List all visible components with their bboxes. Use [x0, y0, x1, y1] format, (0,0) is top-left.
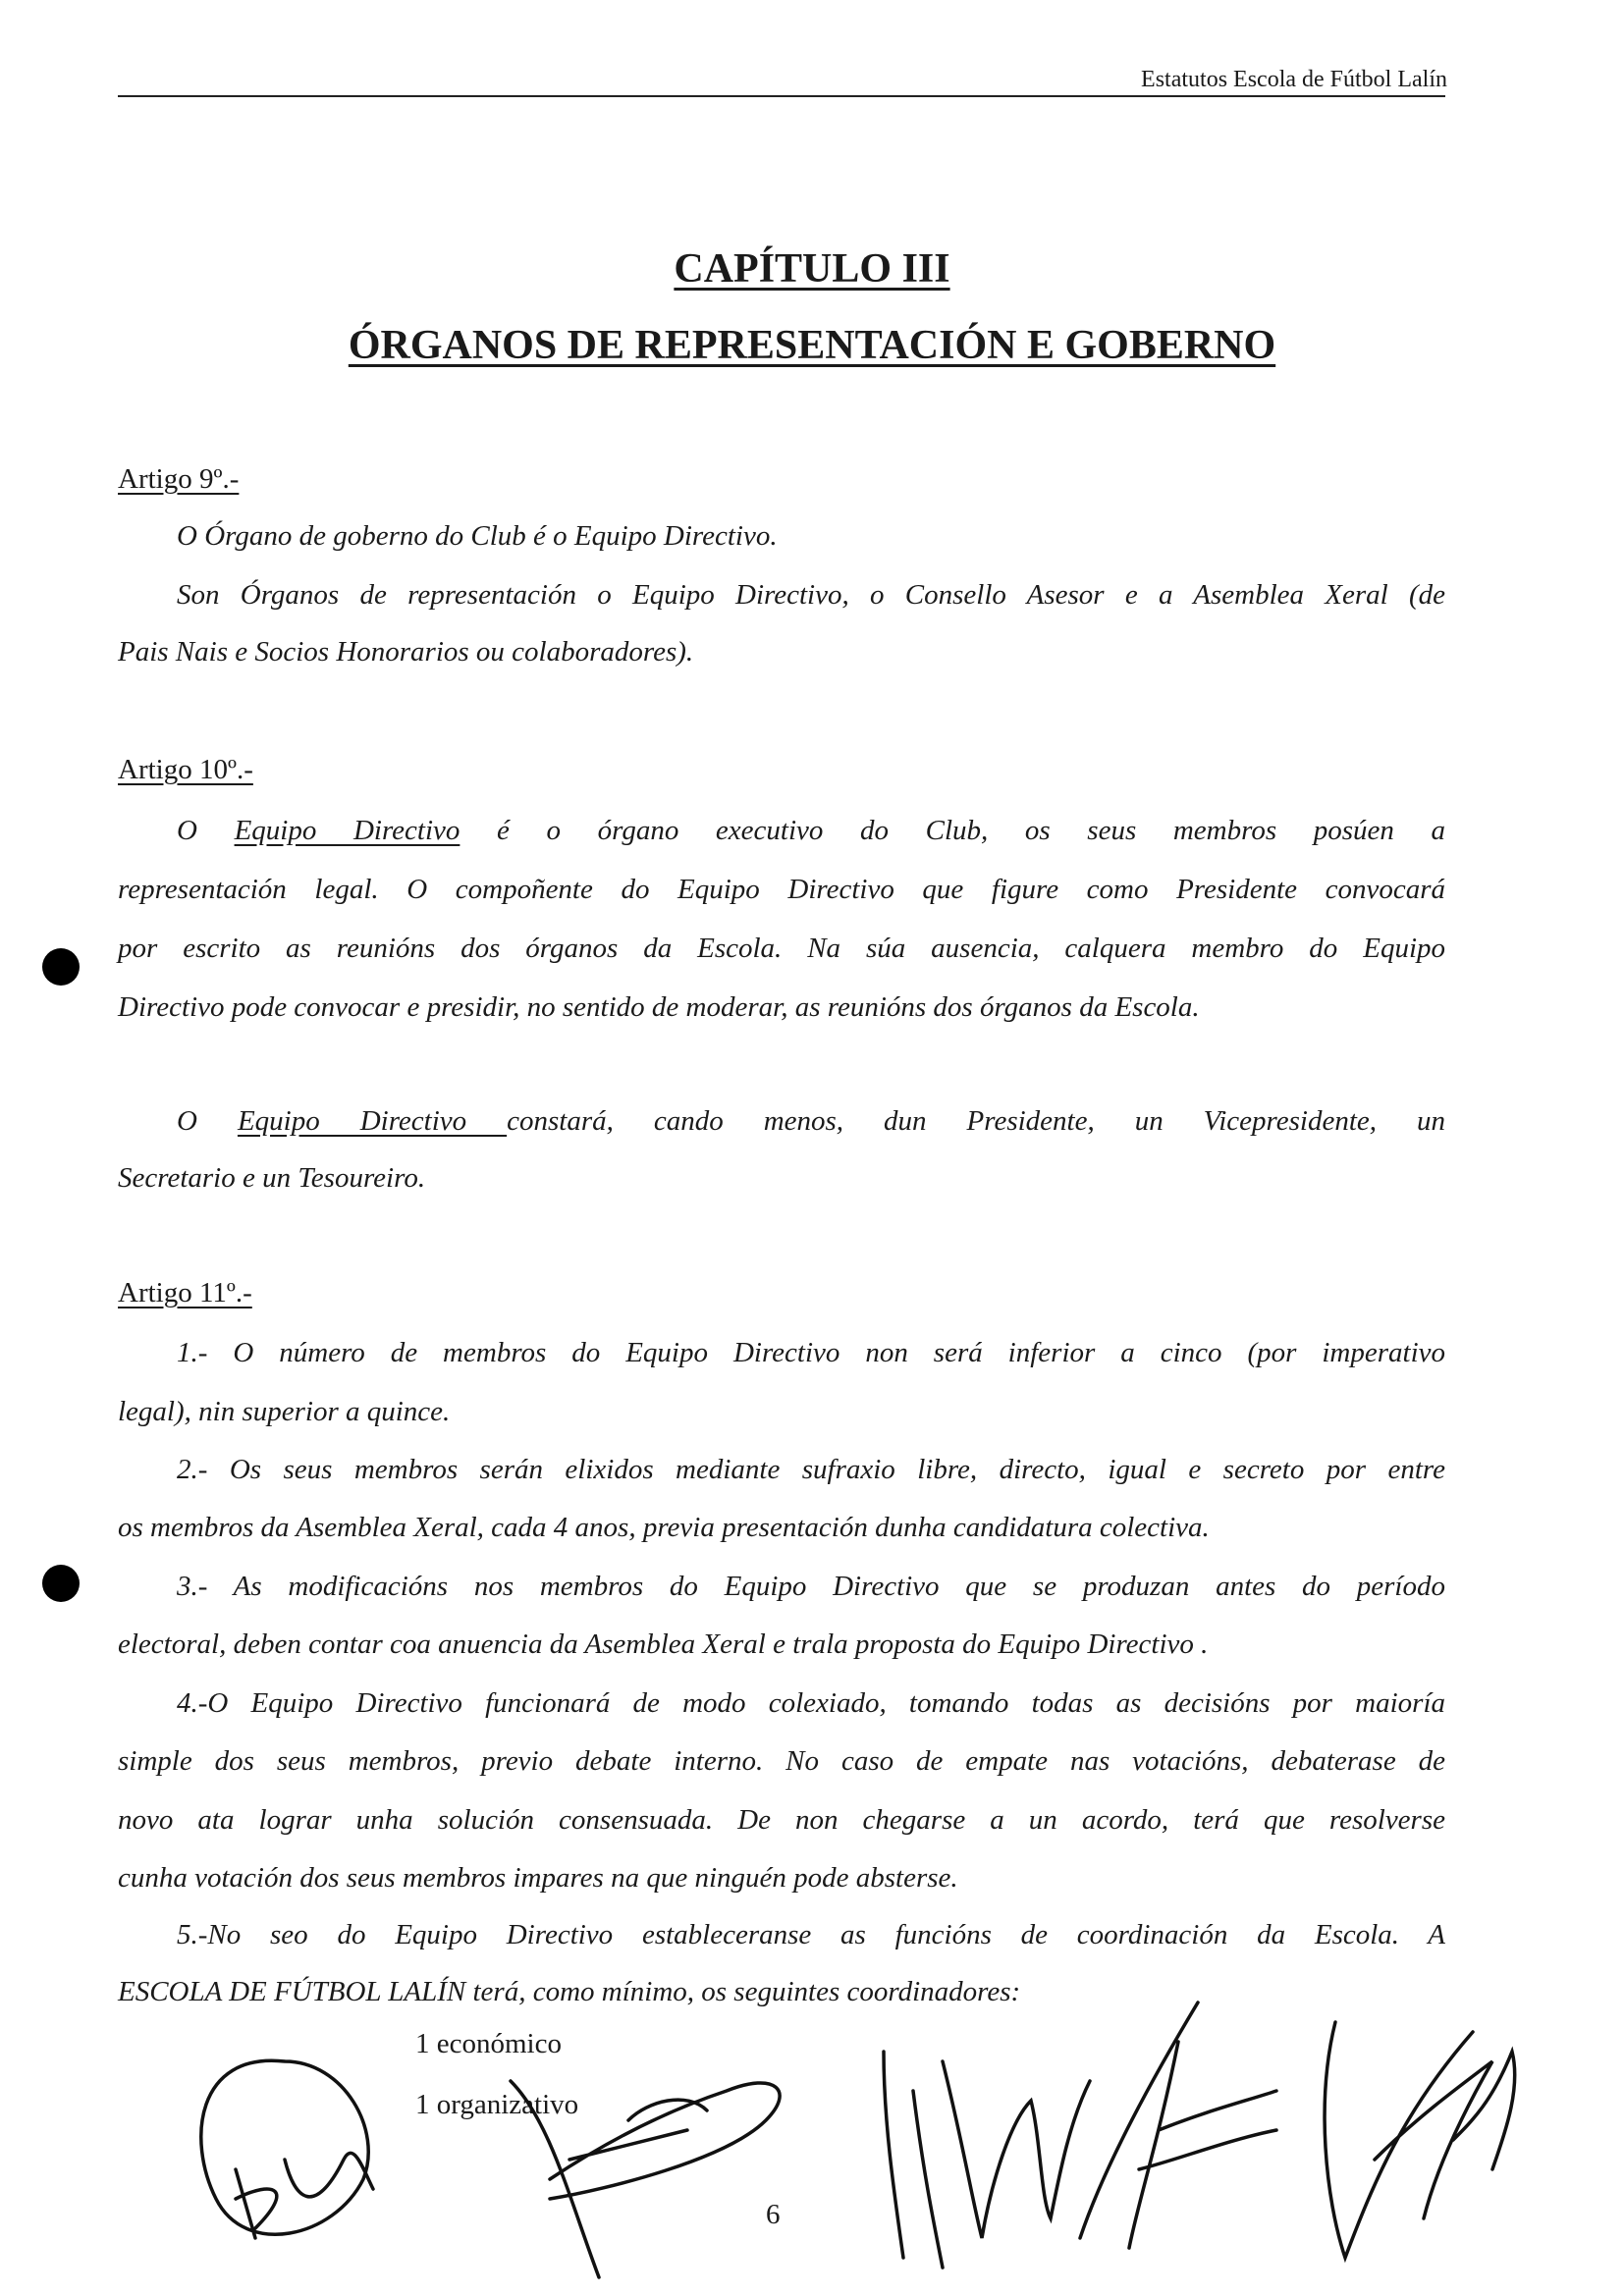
- text-line: novo ata lograr unha solución consensuada. De non chegarse a un acordo, terá que resolverse: [118, 1804, 1445, 1836]
- article-heading: Artigo 10º.-: [118, 754, 253, 785]
- text-segment: O: [177, 815, 235, 846]
- text-line: 1.- O número de membros do Equipo Directivo non será inferior a cinco (por imperativo: [177, 1337, 1445, 1368]
- signatures: [0, 1944, 1624, 2296]
- text-segment: é o órgano executivo do Club, os seus membros posúen a: [460, 815, 1445, 846]
- text-line: 2.- Os seus membros serán elixidos mediante sufraxio libre, directo, igual e secreto por entre: [177, 1454, 1445, 1485]
- signature-2: [511, 2081, 780, 2277]
- article-heading: Artigo 9º.-: [118, 463, 240, 495]
- running-header: Estatutos Escola de Fútbol Lalín: [1141, 67, 1447, 92]
- text-line: 5.-No seo do Equipo Directivo estableceranse as funcións de coordinación da Escola. A: [177, 1919, 1445, 1950]
- underlined-term: Equipo Directivo: [234, 815, 460, 846]
- header-rule: [118, 95, 1445, 97]
- text-line: representación legal. O compoñente do Equipo Directivo que figure como Presidente convocará: [118, 874, 1445, 905]
- signature-1: [201, 2060, 373, 2238]
- punch-hole-mark: [42, 1565, 80, 1602]
- text-line: Pais Nais e Socios Honorarios ou colaboradores).: [118, 636, 694, 667]
- page-number: 6: [766, 2199, 781, 2230]
- signature-5: [1325, 2022, 1515, 2258]
- text-line: 3.- As modificacións nos membros do Equipo Directivo que se produzan antes do período: [177, 1571, 1445, 1602]
- text-line: legal), nin superior a quince.: [118, 1396, 451, 1427]
- text-segment: O: [177, 1105, 238, 1137]
- text-line: [177, 1105, 1445, 1138]
- chapter-number: CAPÍTULO III: [674, 246, 950, 292]
- text-line: simple dos seus membros, previo debate interno. No caso de empate nas votacións, debaterase de: [118, 1745, 1445, 1777]
- chapter-title: ÓRGANOS DE REPRESENTACIÓN E GOBERNO: [348, 323, 1276, 368]
- text-line: Directivo pode convocar e presidir, no sentido de moderar, as reunións dos órganos da Escola.: [118, 991, 1200, 1023]
- text-line: cunha votación dos seus membros impares na que ninguén pode absterse.: [118, 1862, 958, 1894]
- signature-3: [884, 2052, 1090, 2268]
- text-line: Secretario e un Tesoureiro.: [118, 1162, 426, 1194]
- text-line: electoral, deben contar coa anuencia da Asemblea Xeral e trala proposta do Equipo Directivo .: [118, 1629, 1209, 1660]
- text-line: ESCOLA DE FÚTBOL LALÍN terá, como mínimo, os seguintes coordinadores:: [118, 1976, 1021, 2007]
- text-line: [177, 815, 1445, 847]
- text-segment: constará, cando menos, dun Presidente, un Vicepresidente, un: [507, 1105, 1446, 1137]
- text-line: O Órgano de goberno do Club é o Equipo Directivo.: [177, 520, 778, 552]
- text-line: Son Órganos de representación o Equipo Directivo, o Consello Asesor e a Asemblea Xeral (de: [177, 579, 1445, 611]
- article-heading: Artigo 11º.-: [118, 1277, 252, 1308]
- underlined-term: Equipo Directivo: [237, 1105, 508, 1137]
- text-line: por escrito as reunións dos órganos da Escola. Na súa ausencia, calquera membro do Equipo: [118, 933, 1445, 964]
- signature-4: [1080, 2002, 1276, 2248]
- text-line: os membros da Asemblea Xeral, cada 4 anos, previa presentación dunha candidatura colectiva.: [118, 1512, 1210, 1543]
- text-line: 4.-O Equipo Directivo funcionará de modo colexiado, tomando todas as decisións por maioría: [177, 1687, 1445, 1719]
- coordinator-item: 1 económico: [415, 2028, 562, 2059]
- punch-hole-mark: [42, 948, 80, 986]
- coordinator-item: 1 organizativo: [415, 2089, 579, 2120]
